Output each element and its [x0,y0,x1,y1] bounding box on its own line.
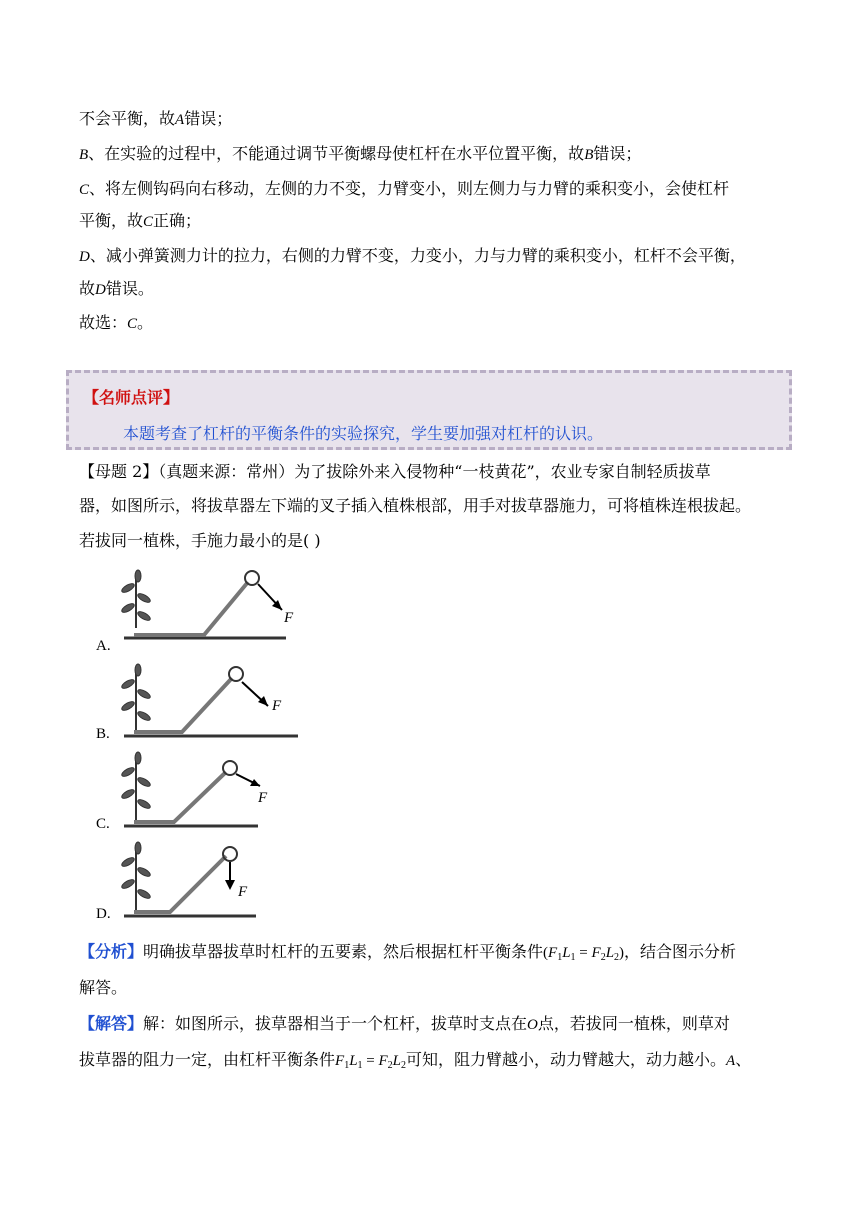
svg-text:F: F [284,610,294,626]
analysis-line-5: D、减小弹簧测力计的拉力，右侧的力臂不变，力变小，力与力臂的乘积变小，杠杆不会平衡， [79,246,746,265]
option-label: C. [96,816,110,832]
weeder-figure-a [116,568,316,648]
analysis-line-1: 不会平衡，故A错误； [79,109,233,128]
solution-section: 【解答】解：如图所示，拔草器相当于一个杠杆，拔草时支点在O点，若拔同一植株，则草对 [79,1014,730,1033]
option-c[interactable] [96,750,296,838]
analysis-line-2b: 解答。 [79,978,128,997]
review-box [66,370,792,450]
question-line-1: 【母题 2】（真题来源：常州）为了拔除外来入侵物种“一枝黄花”，农业专家自制轻质拔草 [79,462,711,481]
weeder-figure-c [116,750,316,830]
option-label: D. [96,906,111,922]
analysis-line-6: 故D错误。 [79,279,154,298]
analysis-line-7: 故选：C。 [79,313,154,332]
analysis-line-2: B、在实验的过程中，不能通过调节平衡螺母使杠杆在水平位置平衡，故B错误； [79,144,642,163]
svg-text:F: F [272,698,282,714]
review-body: 本题考查了杠杆的平衡条件的实验探究，学生要加强对杠杆的认识。 [123,424,604,443]
option-b[interactable] [96,660,296,748]
solution-tag: 【解答】 [79,1014,144,1033]
option-d[interactable] [96,840,296,928]
question-line-2: 器，如图所示，将拔草器左下端的叉子插入植株根部，用手对拔草器施力，可将植株连根拔起。 [79,496,752,515]
review-title: 【名师点评】 [83,388,180,407]
analysis-line-3: C、将左侧钩码向右移动，左侧的力不变，力臂变小，则左侧力与力臂的乘积变小，会使杠杆 [79,179,730,198]
question-line-3: 若拔同一植株，手施力最小的是( ) [79,531,321,550]
weeder-figure-b [116,660,316,740]
svg-text:F: F [238,884,248,900]
option-label: B. [96,726,110,742]
balance-formula: $(F_1L_1 = F_2L_2)$ [543,945,625,963]
analysis-tag: 【分析】 [79,942,144,961]
solution-line-2: 拔草器的阻力一定，由杠杆平衡条件$F_1L_1 = F_2L_2$可知，阻力臂越小，动力臂越大，动力越小。A、 [79,1050,752,1071]
balance-formula-inline: $F_1L_1 = F_2L_2$ [335,1053,407,1071]
weeder-figure-d [116,840,316,920]
analysis-line-4: 平衡，故C正确； [79,211,202,230]
svg-text:F: F [258,790,268,806]
option-a[interactable] [96,568,296,656]
option-label: A. [96,638,111,654]
analysis-section: 【分析】明确拔草器拔草时杠杆的五要素，然后根据杠杆平衡条件$(F_1L_1 = F_2L_2)$，结合图示分析 [79,942,737,963]
